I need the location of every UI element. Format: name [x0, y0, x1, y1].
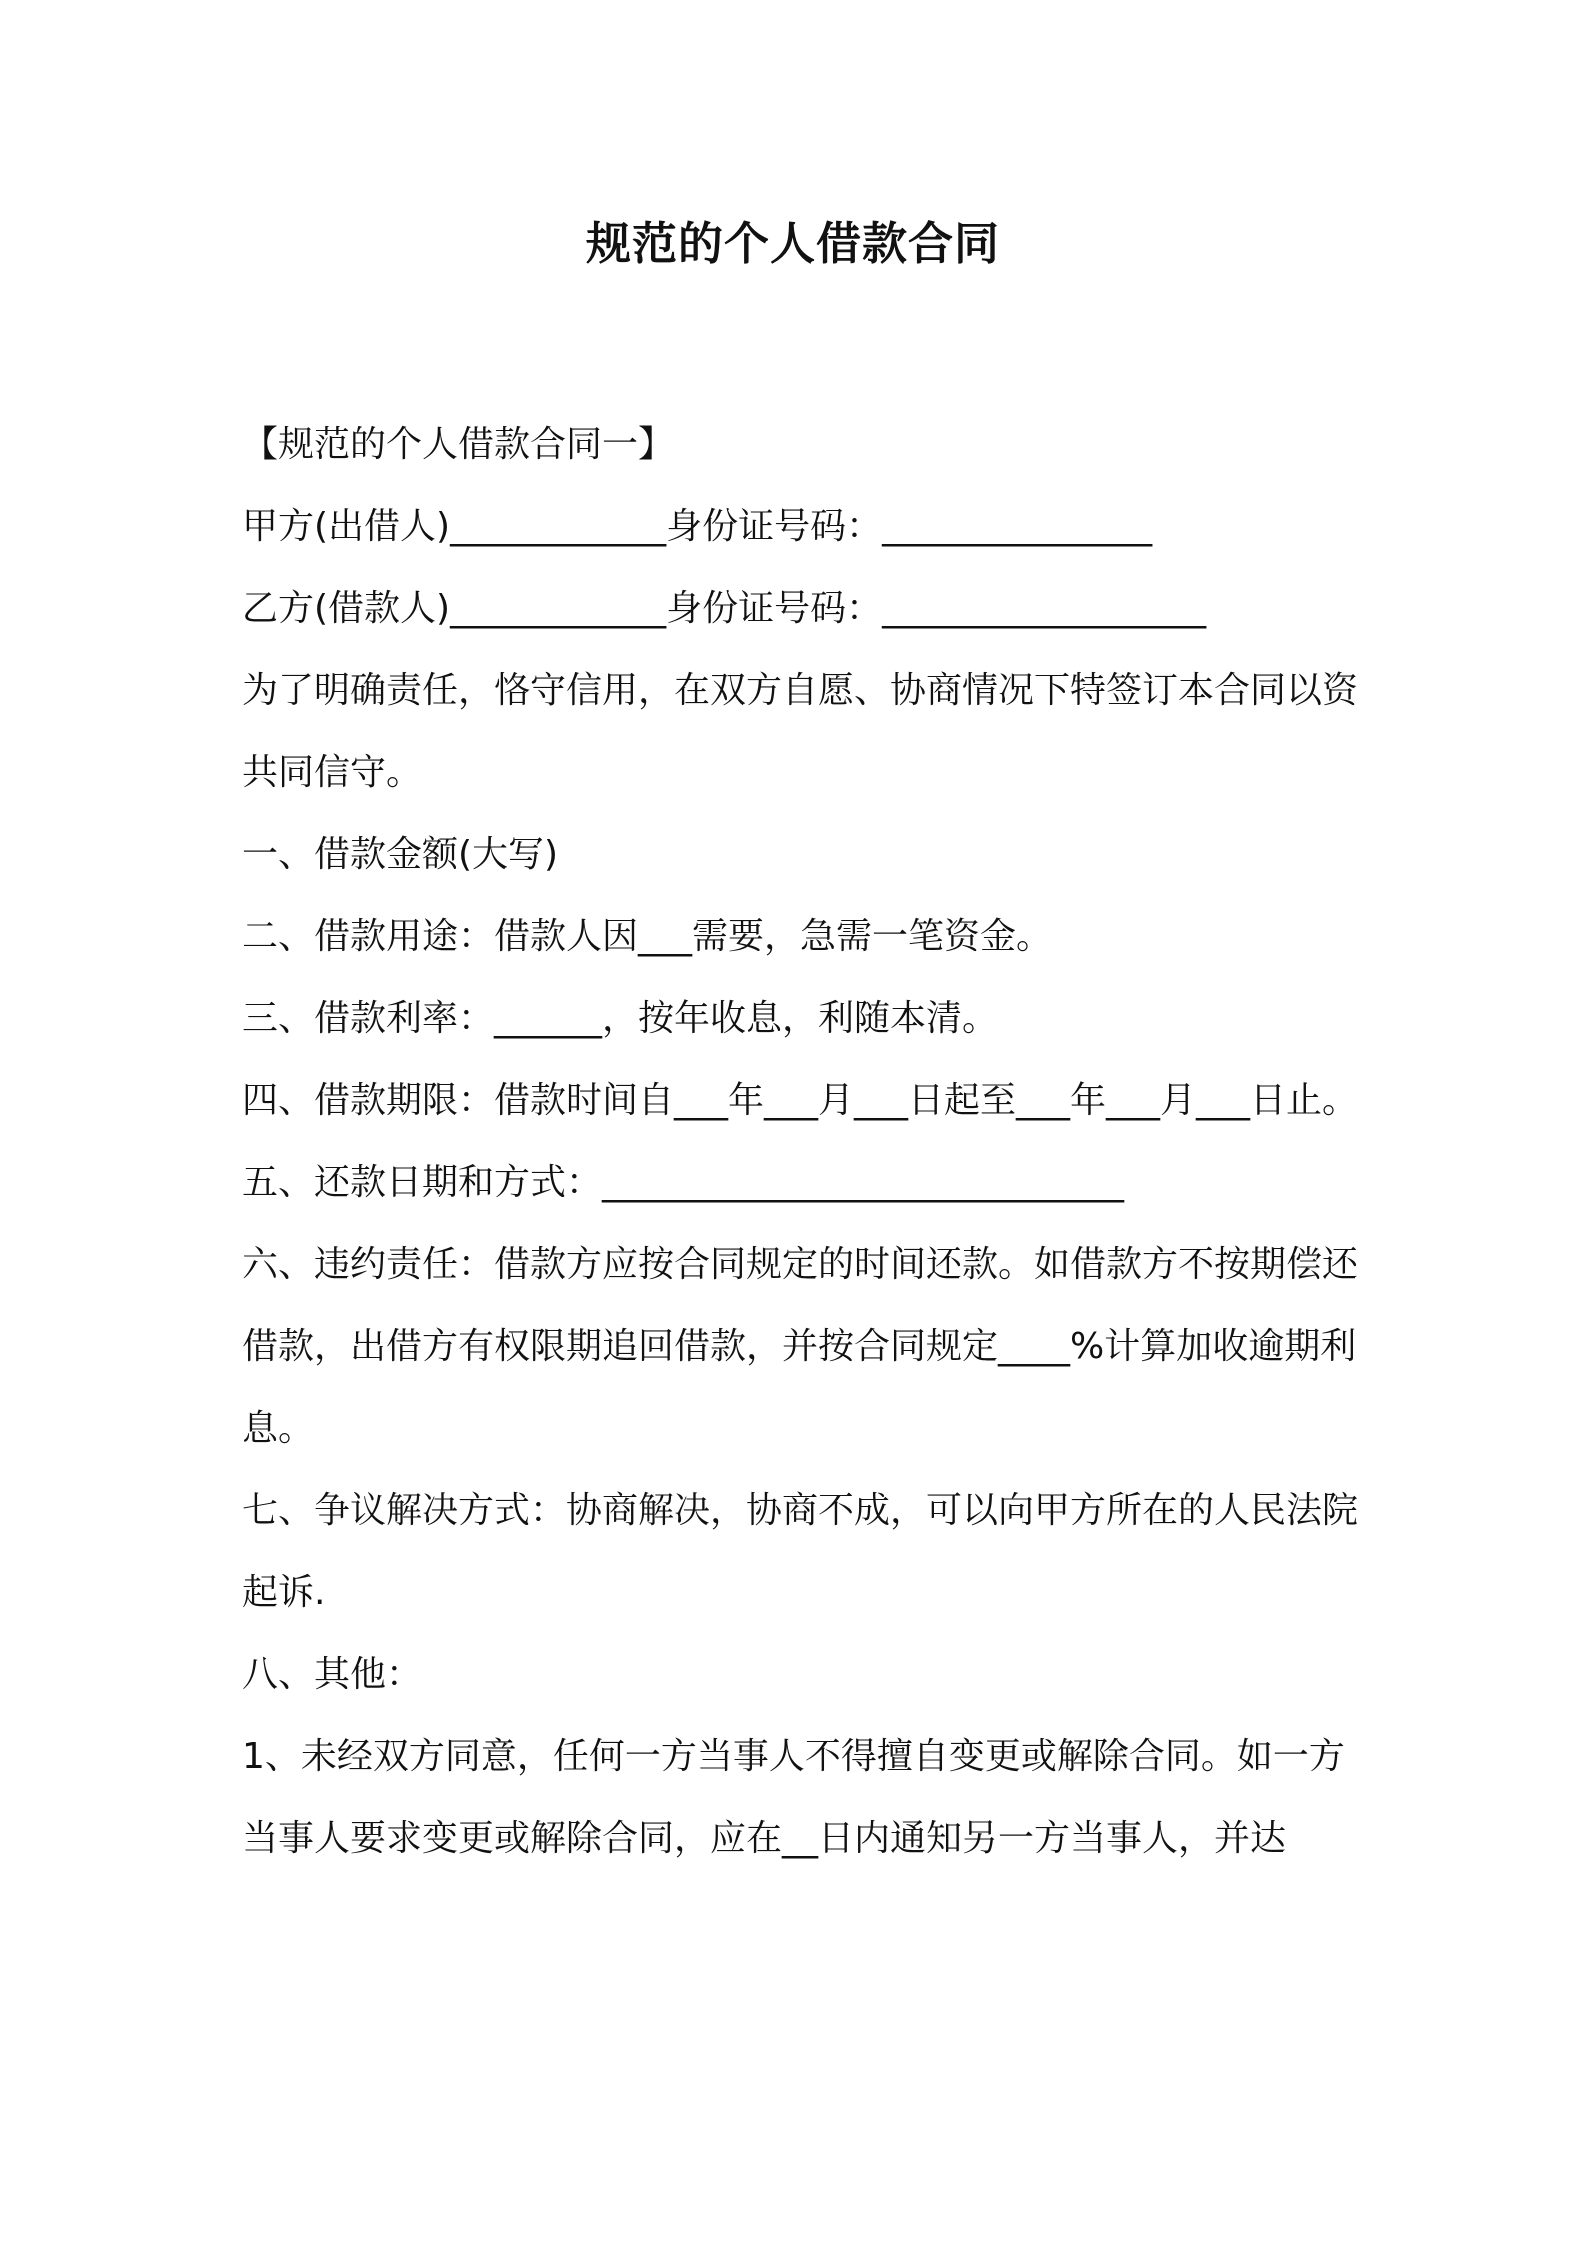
contract-subtitle: 【规范的个人借款合同一】: [242, 424, 675, 465]
preamble-paragraph: 为了明确责任，恪守信用，在双方自愿、协商情况下特签订本合同以资共同信守。: [242, 670, 1359, 793]
document-title: 规范的个人借款合同: [585, 217, 1000, 270]
document-body: [242, 404, 1358, 1880]
clause-interest-rate: 三、借款利率：______，按年收息，利随本清。: [242, 998, 999, 1039]
clause-loan-amount: 一、借款金额(大写): [242, 834, 559, 875]
clause-loan-purpose: 二、借款用途：借款人因___需要，急需一笔资金。: [242, 916, 1053, 957]
clause-loan-term: 四、借款期限：借款时间自___年___月___日起至___年___月___日止。: [242, 1080, 1359, 1121]
clause-other: 八、其他：: [242, 1654, 423, 1695]
clause-dispute: 七、争议解决方式：协商解决，协商不成，可以向甲方所在的人民法院起诉.: [242, 1490, 1359, 1613]
party-a-line: 甲方(出借人)____________身份证号码：_______________: [242, 506, 1153, 547]
clause-liability: 六、违约责任：借款方应按合同规定的时间还款。如借款方不按期偿还借款，出借方有权限期追回借款，并按合同规定____%计算加收逾期利息。: [242, 1244, 1359, 1449]
clause-other-item-1: 1、未经双方同意，任何一方当事人不得擅自变更或解除合同。如一方当事人要求变更或解除合同，应在__日内通知另一方当事人，并达: [242, 1736, 1345, 1859]
party-b-line: 乙方(借款人)____________身份证号码：__________________: [242, 588, 1207, 629]
clause-repayment: 五、还款日期和方式：_____________________________: [242, 1162, 1125, 1203]
